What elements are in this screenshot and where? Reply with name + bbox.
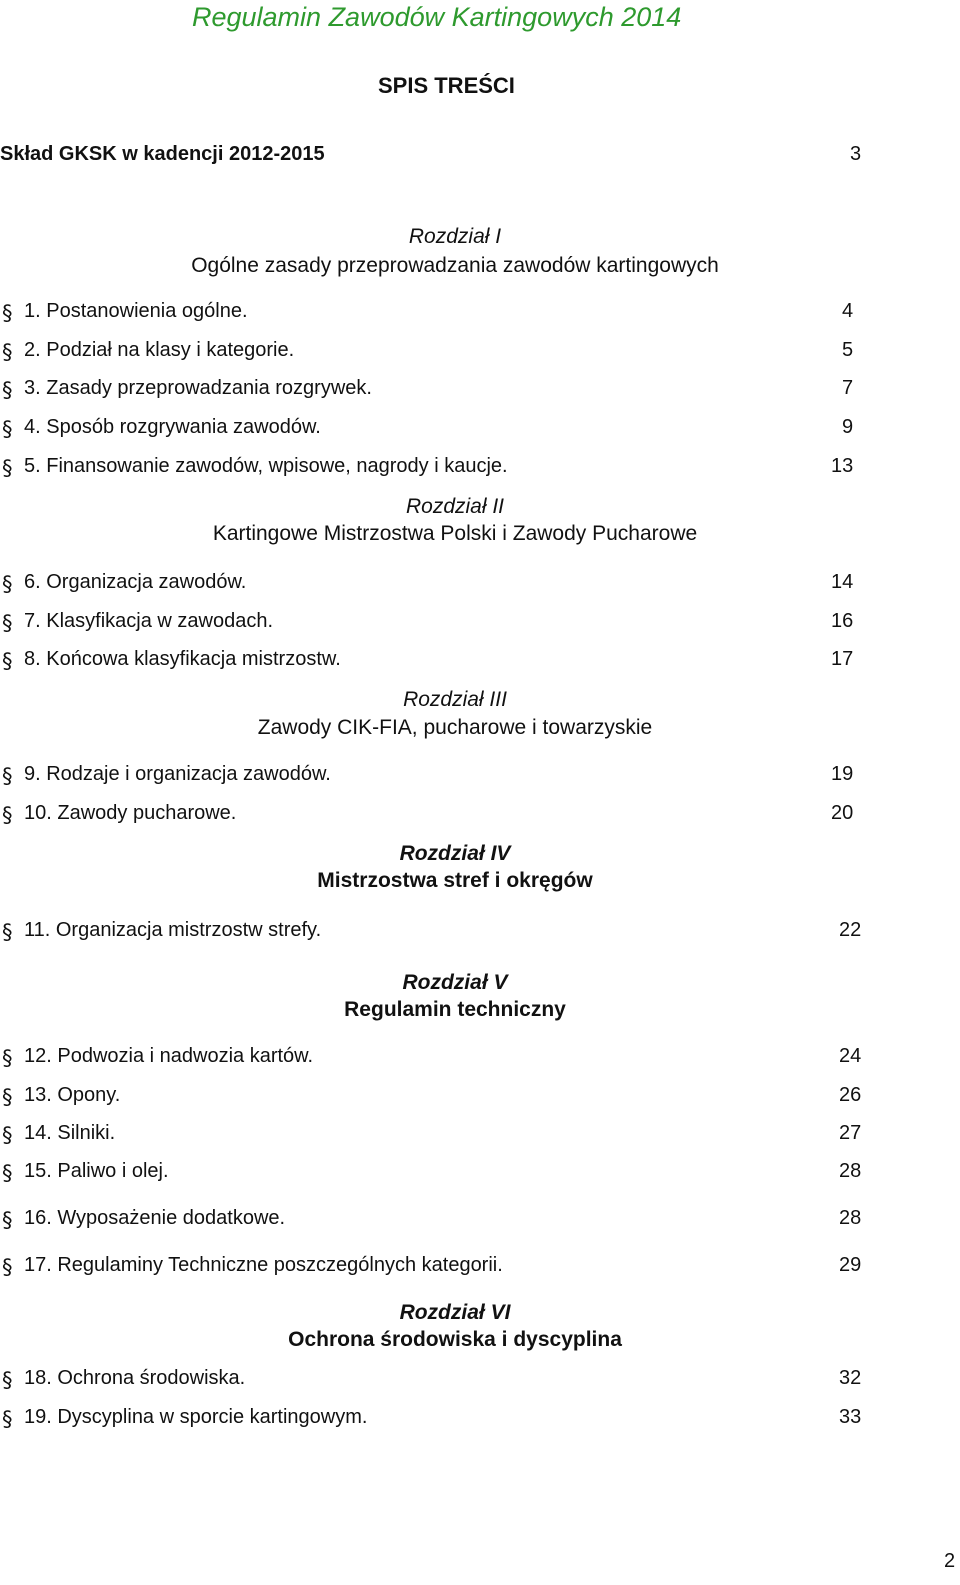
toc-item-14 xyxy=(0,1122,960,1146)
toc-item-page: 13 xyxy=(831,455,854,477)
toc-item-16 xyxy=(0,1207,960,1231)
toc-item-page: 33 xyxy=(839,1406,862,1428)
toc-item-8 xyxy=(0,648,960,672)
section-symbol: § xyxy=(2,572,13,596)
section-symbol: § xyxy=(2,764,13,788)
toc-item-page: 29 xyxy=(839,1254,862,1276)
toc-item-page: 28 xyxy=(839,1160,862,1182)
toc-item-10 xyxy=(0,802,960,826)
toc-item-page: 9 xyxy=(842,416,854,438)
toc-item-6 xyxy=(0,571,960,595)
section-symbol: § xyxy=(2,1123,13,1147)
toc-item-label: 9. Rodzaje i organizacja zawodów. xyxy=(24,763,331,785)
toc-item-label: 10. Zawody pucharowe. xyxy=(24,802,237,824)
chapter-5-title: Regulamin techniczny xyxy=(344,998,566,1021)
chapter-1-number: Rozdział I xyxy=(408,225,502,248)
toc-item-7 xyxy=(0,610,960,634)
toc-item-page: 22 xyxy=(839,919,862,941)
section-symbol: § xyxy=(2,920,13,944)
chapter-3-title: Zawody CIK-FIA, pucharowe i towarzyskie xyxy=(257,716,653,739)
toc-item-label: 15. Paliwo i olej. xyxy=(24,1160,169,1182)
toc-item-1 xyxy=(0,300,960,324)
toc-item-label: 5. Finansowanie zawodów, wpisowe, nagrody i kaucje. xyxy=(24,455,508,477)
toc-item-5 xyxy=(0,455,960,479)
section-symbol: § xyxy=(2,1407,13,1431)
chapter-5-number: Rozdział V xyxy=(402,971,508,994)
toc-item-2 xyxy=(0,339,960,363)
toc-item-12 xyxy=(0,1045,960,1069)
toc-item-17 xyxy=(0,1254,960,1278)
toc-item-page: 19 xyxy=(831,763,854,785)
chapter-6-number: Rozdział VI xyxy=(399,1301,511,1324)
toc-item-4 xyxy=(0,416,960,440)
section-symbol: § xyxy=(2,340,13,364)
section-symbol: § xyxy=(2,1208,13,1232)
toc-item-page: 28 xyxy=(839,1207,862,1229)
toc-item-page: 20 xyxy=(831,802,854,824)
toc-item-13 xyxy=(0,1084,960,1108)
section-symbol: § xyxy=(2,1368,13,1392)
toc-item-label: 18. Ochrona środowiska. xyxy=(24,1367,246,1389)
chapter-1-title: Ogólne zasady przeprowadzania zawodów kartingowych xyxy=(191,254,719,277)
toc-item-11 xyxy=(0,919,960,943)
toc-item-page: 16 xyxy=(831,610,854,632)
document-header-title: Regulamin Zawodów Kartingowych 2014 xyxy=(192,2,682,32)
section-symbol: § xyxy=(2,378,13,402)
toc-title: SPIS TREŚCI xyxy=(378,73,515,98)
toc-item-label: 1. Postanowienia ogólne. xyxy=(24,300,248,322)
section-symbol: § xyxy=(2,1046,13,1070)
section-symbol: § xyxy=(2,1255,13,1279)
toc-item-page: 7 xyxy=(842,377,854,399)
section-symbol: § xyxy=(2,611,13,635)
toc-item-label: 2. Podział na klasy i kategorie. xyxy=(24,339,295,361)
chapter-6-title: Ochrona środowiska i dyscyplina xyxy=(288,1328,622,1351)
footer-page-number: 2 xyxy=(944,1550,956,1572)
toc-item-9 xyxy=(0,763,960,787)
toc-item-page: 24 xyxy=(839,1045,862,1067)
toc-item-18 xyxy=(0,1367,960,1391)
section-symbol: § xyxy=(2,417,13,441)
toc-item-label: 8. Końcowa klasyfikacja mistrzostw. xyxy=(24,648,341,670)
toc-item-label: 14. Silniki. xyxy=(24,1122,116,1144)
toc-item-label: 12. Podwozia i nadwozia kartów. xyxy=(24,1045,314,1067)
toc-item-label: 3. Zasady przeprowadzania rozgrywek. xyxy=(24,377,372,399)
section-symbol: § xyxy=(2,1085,13,1109)
toc-item-label: 7. Klasyfikacja w zawodach. xyxy=(24,610,274,632)
toc-item-page: 17 xyxy=(831,648,854,670)
toc-item-page: 27 xyxy=(839,1122,862,1144)
toc-item-page: 32 xyxy=(839,1367,862,1389)
section-symbol: § xyxy=(2,456,13,480)
toc-item-label: 11. Organizacja mistrzostw strefy. xyxy=(24,919,322,941)
toc-item-page: 26 xyxy=(839,1084,862,1106)
toc-item-label: 13. Opony. xyxy=(24,1084,121,1106)
toc-item-page: 5 xyxy=(842,339,854,361)
section-symbol: § xyxy=(2,649,13,673)
toc-composition-label: Skład GKSK w kadencji 2012-2015 xyxy=(0,143,325,165)
toc-item-page: 4 xyxy=(842,300,854,322)
toc-item-page: 14 xyxy=(831,571,854,593)
toc-item-label: 16. Wyposażenie dodatkowe. xyxy=(24,1207,286,1229)
toc-item-label: 17. Regulaminy Techniczne poszczególnych kategorii. xyxy=(24,1254,503,1276)
section-symbol: § xyxy=(2,803,13,827)
toc-item-label: 6. Organizacja zawodów. xyxy=(24,571,247,593)
chapter-2-title: Kartingowe Mistrzostwa Polski i Zawody Pucharowe xyxy=(212,522,698,545)
toc-composition-page: 3 xyxy=(850,143,862,165)
chapter-4-title: Mistrzostwa stref i okręgów xyxy=(317,869,593,892)
chapter-3-number: Rozdział III xyxy=(403,688,507,711)
toc-item-3 xyxy=(0,377,960,401)
chapter-2-number: Rozdział II xyxy=(405,495,505,518)
section-symbol: § xyxy=(2,301,13,325)
chapter-4-number: Rozdział IV xyxy=(399,842,511,865)
toc-item-label: 4. Sposób rozgrywania zawodów. xyxy=(24,416,321,438)
toc-item-15 xyxy=(0,1160,960,1184)
toc-item-19 xyxy=(0,1406,960,1430)
toc-item-label: 19. Dyscyplina w sporcie kartingowym. xyxy=(24,1406,368,1428)
section-symbol: § xyxy=(2,1161,13,1185)
